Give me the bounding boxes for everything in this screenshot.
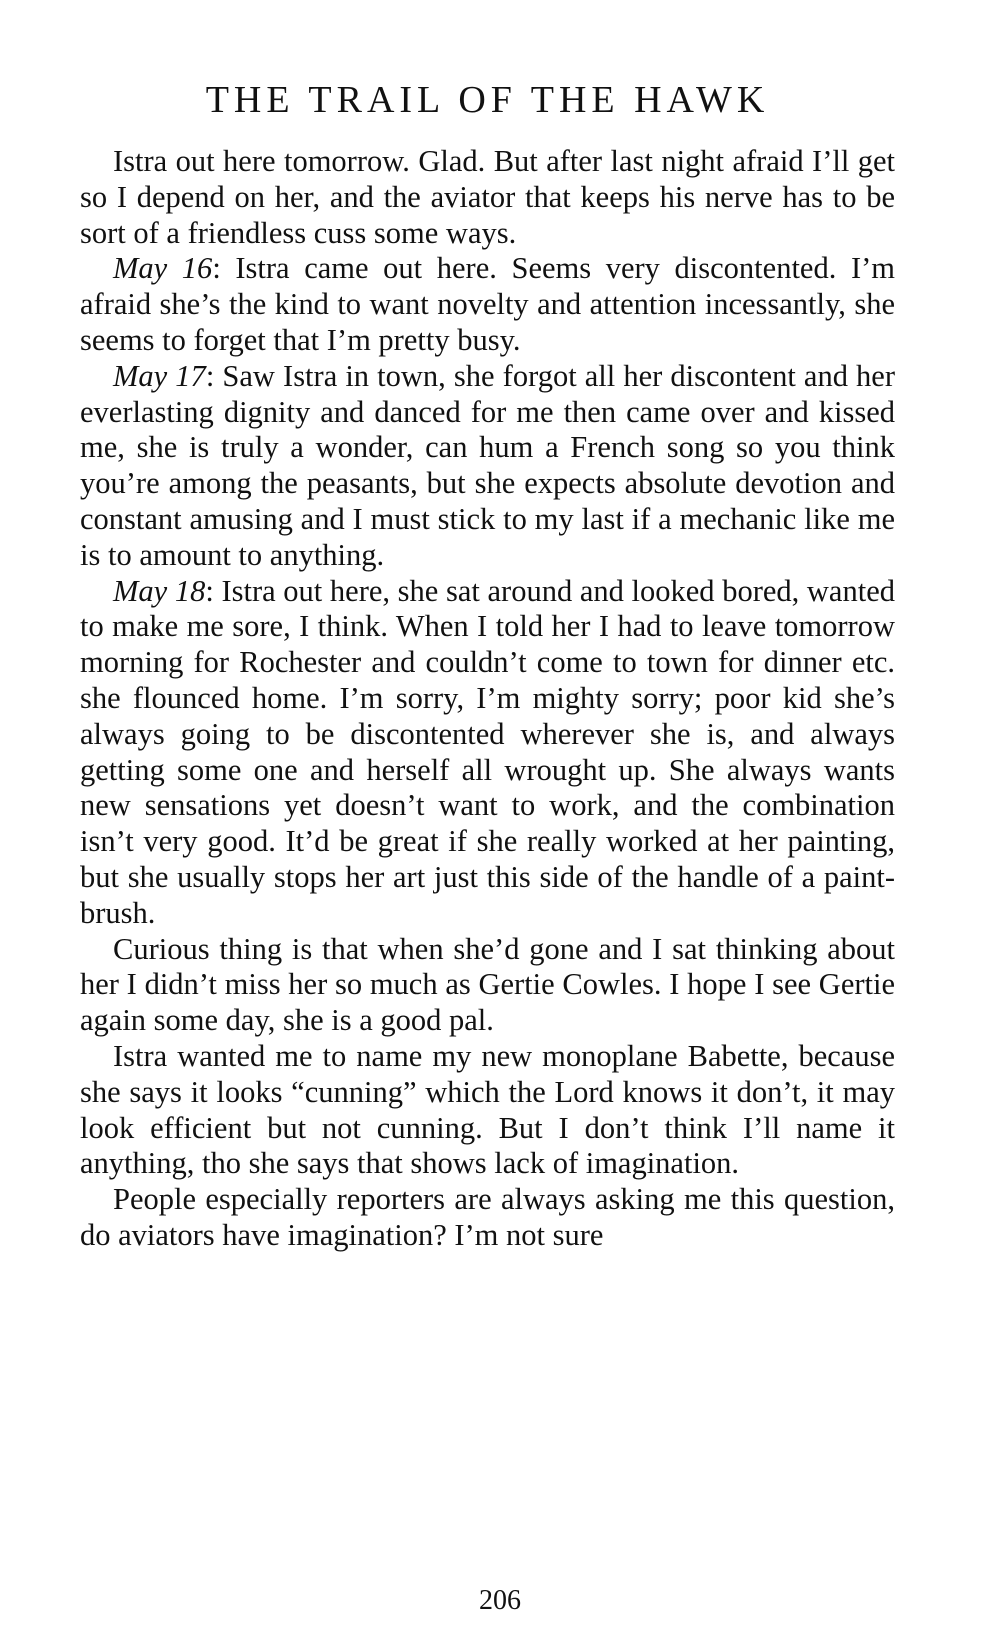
- diary-entry-paragraph: [80, 574, 895, 932]
- paragraph: [80, 144, 895, 251]
- page-body-text: [80, 144, 895, 1254]
- diary-entry-paragraph: [80, 251, 895, 358]
- entry-date: May 17: [113, 358, 206, 393]
- paragraph: [80, 1039, 895, 1182]
- paragraph-text: Istra out here tomorrow. Glad. But after last night afraid I’ll get so I depend on her, and the aviator that keeps his nerve has to be sort of a friendless cuss some ways.: [80, 144, 895, 250]
- paragraph-text: Istra wanted me to name my new monoplane Babette, because she says it looks “cunning” which the Lord knows it don’t, it may look efficient but not cunning. But I don’t think I’ll name it anything, tho she says that shows lack of imagination.: [80, 1038, 895, 1181]
- paragraph-text: : Istra came out here. Seems very discontented. I’m afraid she’s the kind to want novelty and attention incessantly, she seems to forget that I’m pretty busy.: [80, 251, 895, 357]
- paragraph-text: Curious thing is that when she’d gone and I sat thinking about her I didn’t miss her so much as Gertie Cowles. I hope I see Gertie again some day, she is a good pal.: [80, 931, 895, 1038]
- paragraph: [80, 932, 895, 1039]
- entry-date: May 16: [113, 251, 213, 286]
- page-number: 206: [479, 1585, 521, 1616]
- entry-date: May 18: [113, 573, 206, 608]
- running-head-title: THE TRAIL OF THE HAWK: [205, 79, 770, 121]
- book-page: [80, 78, 895, 1254]
- paragraph-text: : Istra out here, she sat around and looked bored, wanted to make me sore, I think. When I told her I had to leave tomorrow morning for Rochester and couldn’t come to town for dinner etc. she flounced home. I’m sorry, I’m mighty sorry; poor kid she’s always going to be discontented wherever she is, and always getting some one and herself all wrought up. She always wants new sensations yet doesn’t want to work, and the combination isn’t very good. It’d be great if she really worked at her painting, but she usually stops her art just this side of the handle of a paint-brush.: [80, 573, 895, 930]
- diary-entry-paragraph: [80, 359, 895, 574]
- paragraph-text: People especially reporters are always asking me this question, do aviators have imagination? I’m not sure: [80, 1182, 895, 1252]
- paragraph: [80, 1182, 895, 1254]
- paragraph-text: : Saw Istra in town, she forgot all her discontent and her everlasting dignity and danced for me then came over and kissed me, she is truly a wonder, can hum a French song so you think you’re among the peasants, but she expects absolute devotion and constant amusing and I must stick to my last if a mechanic like me is to amount to anything.: [80, 358, 895, 572]
